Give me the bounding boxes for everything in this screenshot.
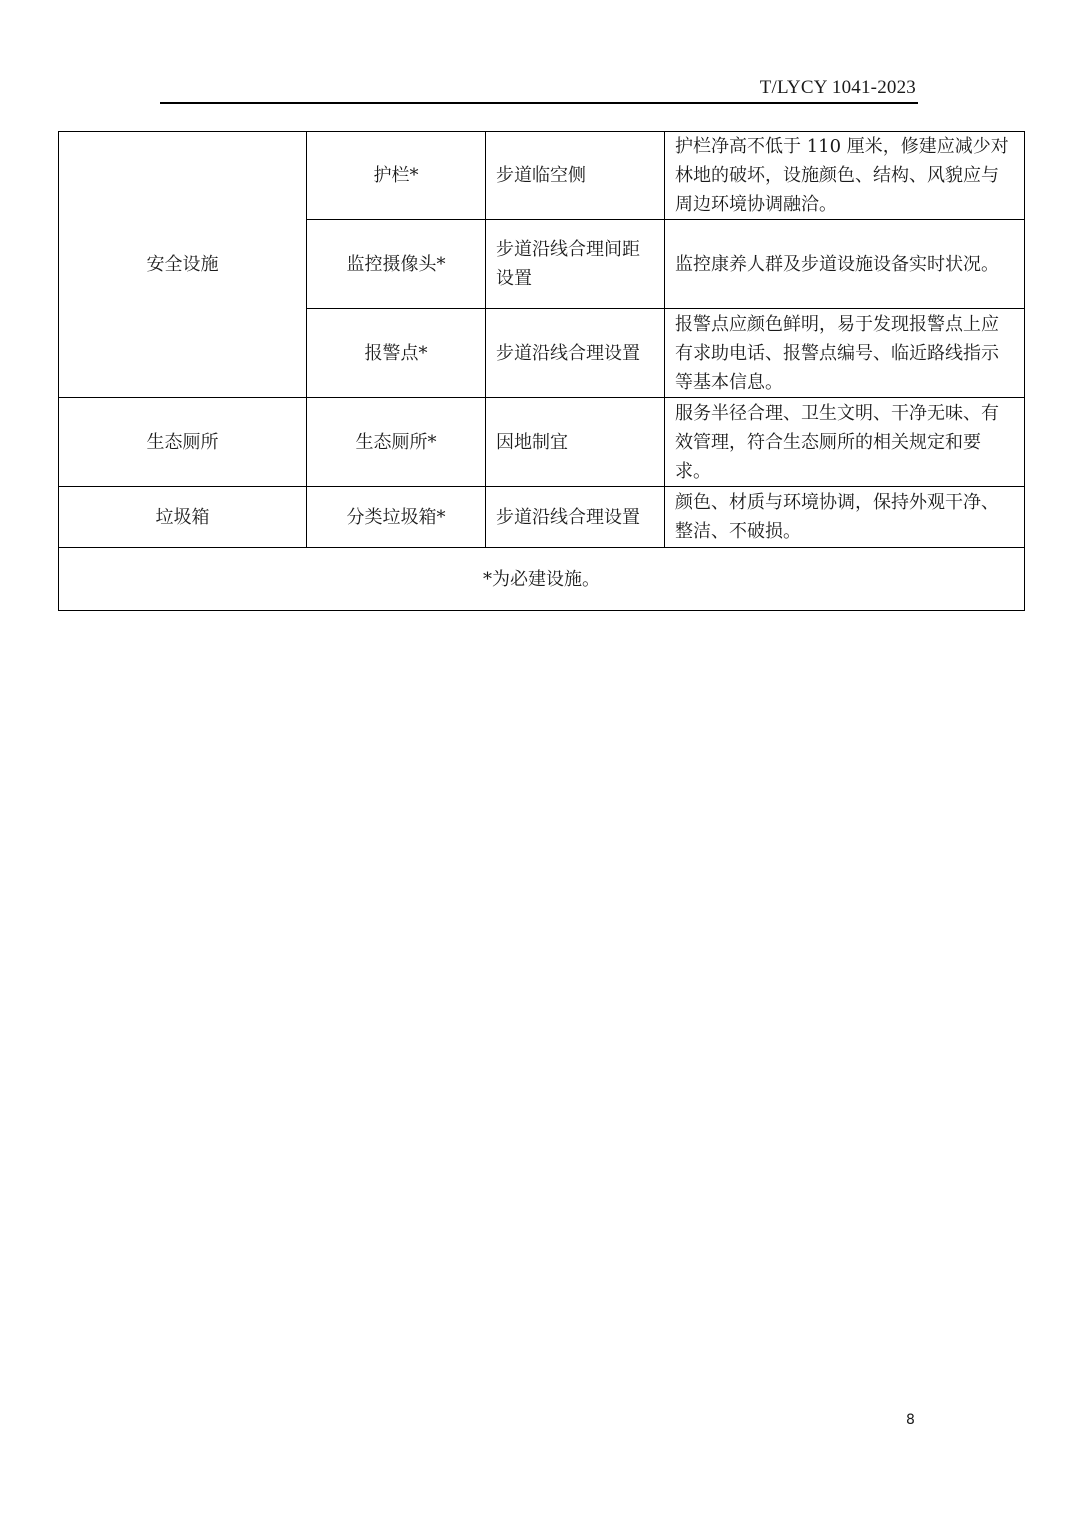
facility-name-cell: 报警点* bbox=[307, 309, 486, 398]
requirement-cell: 报警点应颜色鲜明，易于发现报警点上应有求助电话、报警点编号、临近路线指示等基本信息。 bbox=[665, 309, 1025, 398]
table-row bbox=[59, 132, 1025, 220]
category-cell: 安全设施 bbox=[59, 132, 307, 398]
location-cell: 步道临空侧 bbox=[486, 132, 665, 220]
table-row bbox=[59, 487, 1025, 548]
facility-name-cell: 监控摄像头* bbox=[307, 220, 486, 309]
category-cell: 生态厕所 bbox=[59, 398, 307, 487]
requirement-cell: 监控康养人群及步道设施设备实时状况。 bbox=[665, 220, 1025, 309]
location-cell: 步道沿线合理间距设置 bbox=[486, 220, 665, 309]
location-cell: 步道沿线合理设置 bbox=[486, 487, 665, 548]
facility-table bbox=[58, 131, 1025, 611]
facility-name-cell: 护栏* bbox=[307, 132, 486, 220]
facility-name-cell: 生态厕所* bbox=[307, 398, 486, 487]
document-code: T/LYCY 1041-2023 bbox=[759, 77, 916, 98]
requirement-cell: 服务半径合理、卫生文明、干净无味、有效管理，符合生态厕所的相关规定和要求。 bbox=[665, 398, 1025, 487]
location-cell: 因地制宜 bbox=[486, 398, 665, 487]
facility-name-cell: 分类垃圾箱* bbox=[307, 487, 486, 548]
category-cell: 垃圾箱 bbox=[59, 487, 307, 548]
requirement-cell: 颜色、材质与环境协调，保持外观干净、整洁、不破损。 bbox=[665, 487, 1025, 548]
page-number: 8 bbox=[906, 1412, 915, 1428]
table-footnote: *为必建设施。 bbox=[59, 548, 1025, 611]
page-header bbox=[160, 72, 918, 104]
footnote-row bbox=[59, 548, 1025, 611]
location-cell: 步道沿线合理设置 bbox=[486, 309, 665, 398]
table-row bbox=[59, 398, 1025, 487]
requirement-cell: 护栏净高不低于 110 厘米，修建应减少对林地的破坏，设施颜色、结构、风貌应与周边环境协调融洽。 bbox=[665, 132, 1025, 220]
